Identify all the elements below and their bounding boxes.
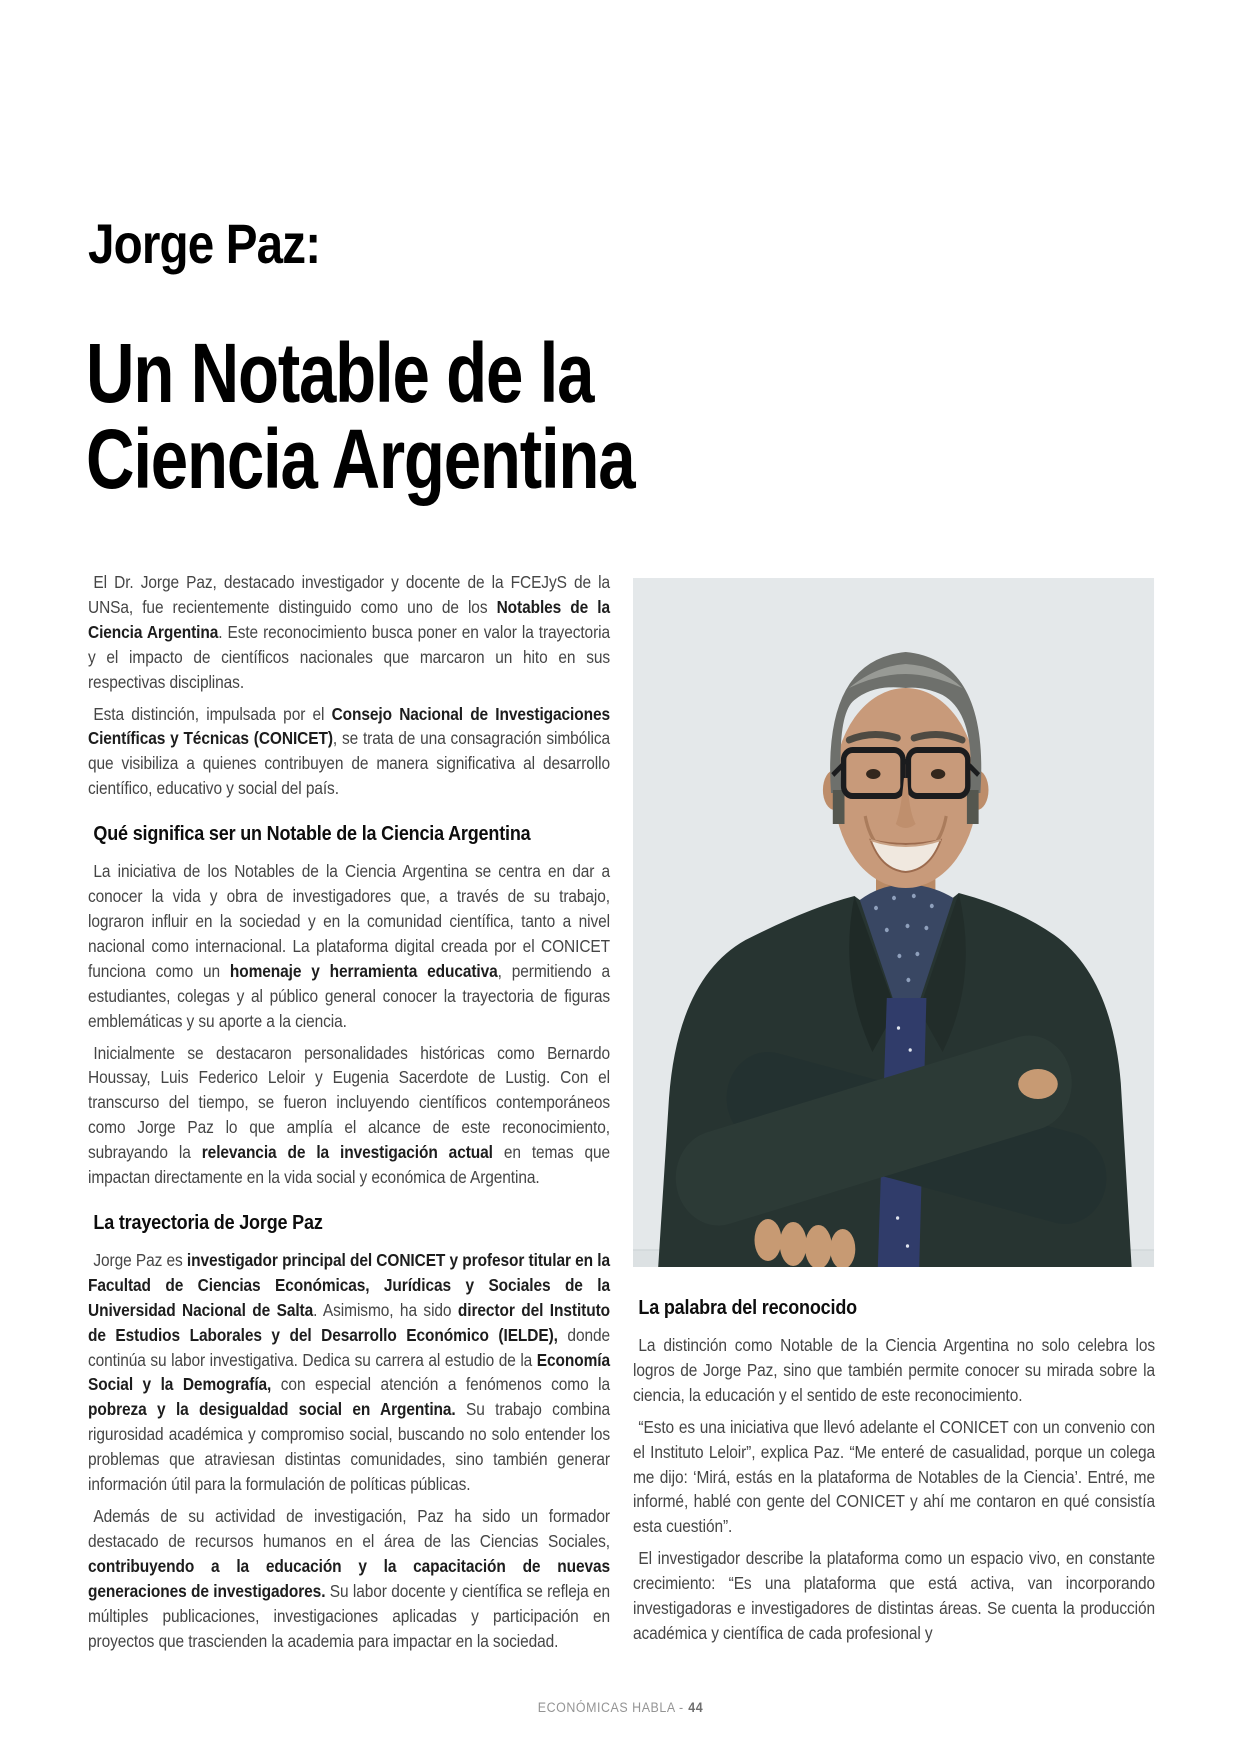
article-paragraph: Inicialmente se destacaron personalidades históricas como Bernardo Houssay, Luis Federico Leloir y Eugenia Sacerdote de Lustig. Con el transcurso del tiempo, se fueron incluyendo científicos contemporáneos como Jorge Paz lo que amplía el alcance de este reconocimiento, subrayando la relevancia de la investigación actual en temas que impactan directamente en la vida social y económica de Argentina. bbox=[88, 1042, 611, 1188]
article-paragraph: “Esto es una iniciativa que llevó adelante el CONICET con un convenio con el Instituto Leloir”, explica Paz. “Me enteré de casualidad, porque un colega me dijo: ‘Mirá, estás en la plataforma de Notables de la Ciencia’. Entré, me informé, hablé con gente del CONICET y ahí me contaron en qué consistía esta cuestión”. bbox=[633, 1416, 1155, 1537]
article-paragraph: Esta distinción, impulsada por el Consejo Nacional de Investigaciones Científicas y Técnicas (CONICET), se trata de una consagración simbólica que visibiliza a quienes contribuyen de manera significativa al desarrollo científico, educativo y social del país. bbox=[88, 703, 611, 799]
section-heading: La palabra del reconocido bbox=[638, 1297, 857, 1319]
article-paragraph: La iniciativa de los Notables de la Ciencia Argentina se centra en dar a conocer la vida y obra de investigadores que, a través de su trabajo, lograron influir en la sociedad y en la comunidad científica, tanto a nivel nacional como internacional. La plataforma digital creada por el CONICET funciona como un homenaje y herramienta educativa, permitiendo a estudiantes, colegas y al público general conocer la trayectoria de figuras emblemáticas y su aporte a la ciencia. bbox=[88, 861, 610, 1031]
jorge-paz-portrait-photo bbox=[633, 578, 1154, 1267]
footer-publication-label: ECONÓMICAS HABLA - bbox=[537, 1700, 684, 1715]
article-title bbox=[86, 326, 635, 506]
article-paragraph: El investigador describe la plataforma como un espacio vivo, en constante crecimiento: “Es una plataforma que está activa, van incorporando investigadoras e investigadores de distintas áreas. Se cuenta la producción académica y científica de cada profesional y bbox=[633, 1548, 1155, 1643]
article-paragraph: La distinción como Notable de la Ciencia Argentina no solo celebra los logros de Jorge Paz, sino que también permite conocer su mirada sobre la ciencia, la educación y el sentido de este reconocimiento. bbox=[633, 1335, 1155, 1405]
article-paragraph: Además de su actividad de investigación, Paz ha sido un formador destacado de recursos humanos en el área de las Ciencias Sociales, contribuyendo a la educación y la capacitación de nuevas generaciones de investigadores. Su labor docente y científica se refleja en múltiples publicaciones, investigaciones aplicadas y participación en proyectos que trascienden la academia para impactar en la sociedad. bbox=[88, 1506, 610, 1651]
section-heading: La trayectoria de Jorge Paz bbox=[93, 1211, 323, 1234]
article-title-line-1: Un Notable de la bbox=[86, 326, 594, 420]
article-title-line-2: Ciencia Argentina bbox=[86, 412, 635, 506]
right-text-column bbox=[633, 578, 1155, 1653]
article-kicker: Jorge Paz: bbox=[88, 212, 321, 275]
footer-page-number: 44 bbox=[688, 1700, 704, 1715]
article-paragraph: Jorge Paz es investigador principal del CONICET y profesor titular en la Facultad de Ciencias Económicas, Jurídicas y Sociales de la Universidad Nacional de Salta. Asimismo, ha sido director del Instituto de Estudios Laborales y del Desarrollo Económico (IELDE), donde continúa su labor investigativa. Dedica su carrera al estudio de la Economía Social y la Demografía, con especial atención a fenómenos como la pobreza y la desigualdad social en Argentina. Su trabajo combina rigurosidad académica y compromiso social, buscando no solo entender los problemas que atraviesan distintas comunidades, sino también generar información útil para la formulación de políticas públicas. bbox=[88, 1249, 611, 1495]
article-paragraph: El Dr. Jorge Paz, destacado investigador y docente de la FCEJyS de la UNSa, fue recientemente distinguido como uno de los Notables de la Ciencia Argentina. Este reconocimiento busca poner en valor la trayectoria y el impacto de científicos nacionales que marcaron un hito en sus respectivas disciplinas. bbox=[88, 572, 611, 692]
section-heading: Qué significa ser un Notable de la Ciencia Argentina bbox=[93, 823, 531, 846]
left-text-column bbox=[88, 570, 610, 1660]
page-footer bbox=[50, 1700, 1192, 1715]
